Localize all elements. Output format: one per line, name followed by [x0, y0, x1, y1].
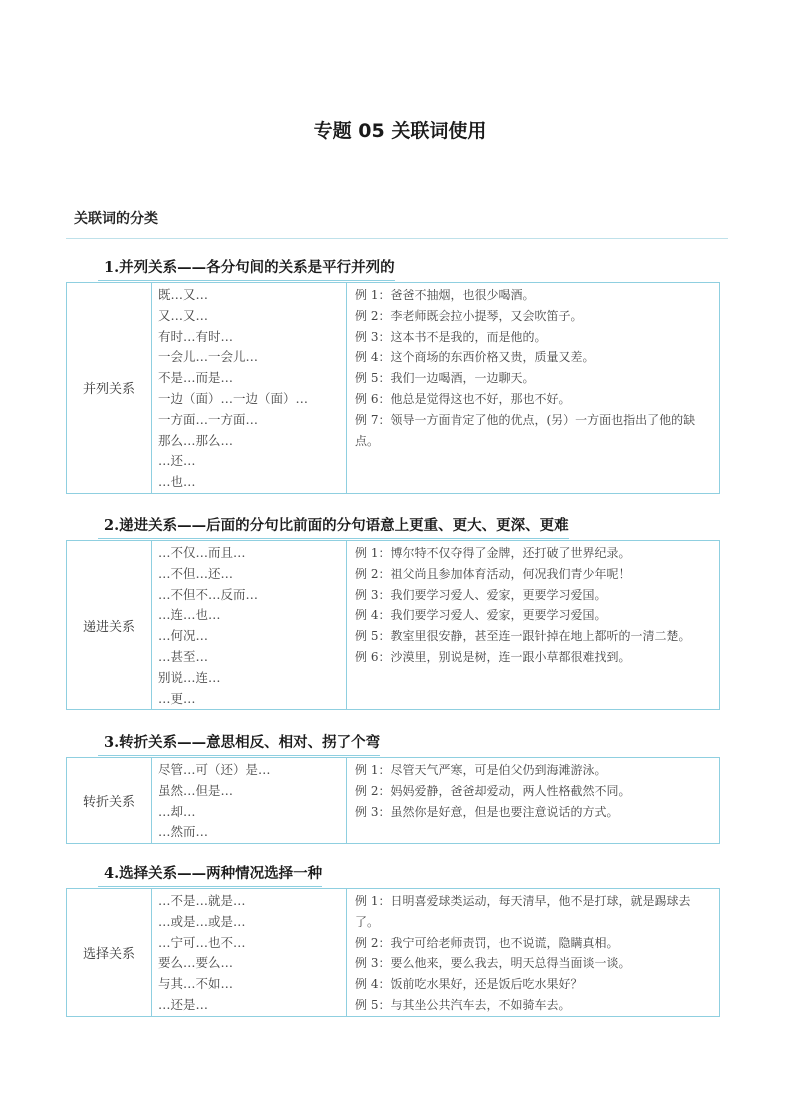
conjunction-item: 那么…那么… [158, 432, 234, 448]
example-sentence: 例 1：爸爸不抽烟，也很少喝酒。 [355, 288, 535, 302]
relation-category: 并列关系 [67, 283, 152, 494]
conjunction-list [152, 541, 347, 710]
group-heading-text: 3.转折关系——意思相反、相对、拐了个弯 [104, 734, 381, 751]
conjunction-item: …不仅…而且… [158, 545, 246, 560]
conjunction-item: …连…也… [158, 607, 221, 623]
example-sentence: 例 2：祖父尚且参加体育活动，何况我们青少年呢！ [355, 566, 631, 581]
relation-table [66, 540, 720, 710]
conjunction-item: 有时…有时… [158, 328, 234, 344]
example-list [347, 758, 720, 844]
example-sentence: 例 1：尽管天气严寒，可是伯父仍到海滩游泳。 [355, 763, 607, 777]
heading-underline [98, 280, 395, 281]
table-row [67, 758, 720, 844]
conjunction-item: …不是…就是… [158, 893, 246, 908]
example-sentence: 例 6：他总是觉得这也不好，那也不好。 [355, 391, 571, 406]
relation-category: 选择关系 [67, 889, 152, 1017]
conjunction-item: …不但不…反而… [158, 586, 259, 602]
example-sentence: 例 1：博尔特不仅夺得了金牌，还打破了世界纪录。 [355, 546, 631, 560]
example-sentence: 例 5：我们一边喝酒，一边聊天。 [355, 371, 535, 386]
example-sentence: 例 3：这本书不是我的，而是他的。 [355, 329, 547, 344]
example-sentence: 例 2：妈妈爱静，爸爸却爱动，两人性格截然不同。 [355, 783, 631, 798]
example-sentence: 例 3：虽然你是好意，但是也要注意说话的方式。 [355, 804, 619, 819]
example-sentence: 例 2：李老师既会拉小提琴，又会吹笛子。 [355, 308, 583, 323]
conjunction-item: 一会儿…一会儿… [158, 349, 259, 365]
conjunction-item: …宁可…也不… [158, 934, 246, 950]
conjunction-item: …还是… [158, 996, 209, 1012]
example-sentence: 例 2：我宁可给老师责罚，也不说谎，隐瞒真相。 [355, 935, 619, 950]
group-heading [104, 514, 569, 535]
conjunction-item: 尽管…可（还）是… [158, 762, 271, 777]
conjunction-item: …却… [158, 803, 196, 819]
relation-table [66, 282, 720, 494]
conjunction-item: 既…又… [158, 287, 209, 302]
conjunction-item: …不但…还… [158, 565, 234, 581]
example-list [347, 889, 720, 1017]
example-sentence: 例 7：领导一方面肯定了他的优点，(另）一方面也指出了他的缺点。 [355, 412, 696, 448]
conjunction-item: 别说…连… [158, 669, 221, 685]
group-heading [104, 256, 395, 277]
section-heading: 关联词的分类 [74, 211, 158, 227]
heading-underline [98, 538, 569, 539]
example-list [347, 541, 720, 710]
example-sentence: 例 4：这个商场的东西价格又贵，质量又差。 [355, 350, 595, 365]
conjunction-item: …还… [158, 453, 196, 469]
example-sentence: 例 4：饭前吃水果好，还是饭后吃水果好？ [355, 977, 583, 992]
relation-category: 转折关系 [67, 758, 152, 844]
conjunction-item: 不是…而是… [158, 370, 234, 386]
example-sentence: 例 3：我们要学习爱人、爱家，更要学习爱国。 [355, 587, 607, 602]
heading-underline [98, 755, 380, 756]
conjunction-list [152, 889, 347, 1017]
table-row [67, 541, 720, 710]
heading-underline [98, 886, 322, 887]
conjunction-item: 一边（面）…一边（面）… [158, 390, 309, 406]
group-heading-text: 1.并列关系——各分句间的关系是平行并列的 [104, 259, 395, 276]
table-row [67, 283, 720, 494]
conjunction-item: 虽然…但是… [158, 782, 234, 798]
group-heading [104, 731, 380, 752]
group-heading-text: 2.递进关系——后面的分句比前面的分句语意上更重、更大、更深、更难 [104, 517, 569, 534]
example-sentence: 例 3：要么他来，要么我去，明天总得当面谈一谈。 [355, 956, 631, 971]
conjunction-item: …何况… [158, 628, 209, 644]
conjunction-item: 一方面…一方面… [158, 411, 259, 427]
example-sentence: 例 1：日明喜爱球类运动，每天清早，他不是打球，就是踢球去了。 [355, 894, 691, 929]
example-sentence: 例 5：教室里很安静，甚至连一跟针掉在地上都听的一清二楚。 [355, 629, 691, 644]
example-sentence: 例 6：沙漠里，别说是树，连一跟小草都很难找到。 [355, 649, 631, 664]
table-row [67, 889, 720, 1017]
example-sentence: 例 5：与其坐公共汽车去，不如骑车去。 [355, 997, 571, 1012]
conjunction-list [152, 283, 347, 494]
conjunction-item: …更… [158, 690, 196, 706]
relation-table [66, 888, 720, 1017]
conjunction-item: 又…又… [158, 307, 209, 323]
section-divider [66, 238, 728, 239]
conjunction-item: …甚至… [158, 648, 209, 664]
conjunction-item: 要么…要么… [158, 955, 234, 971]
conjunction-item: …然而… [158, 824, 209, 840]
example-list [347, 283, 720, 494]
group-heading [104, 862, 322, 883]
relation-table [66, 757, 720, 844]
conjunction-item: 与其…不如… [158, 976, 234, 992]
relation-category: 递进关系 [67, 541, 152, 710]
example-sentence: 例 4：我们要学习爱人、爱家，更要学习爱国。 [355, 608, 607, 623]
page-title: 专题 05 关联词使用 [313, 120, 487, 142]
conjunction-list [152, 758, 347, 844]
conjunction-item: …或是…或是… [158, 913, 246, 929]
conjunction-item: …也… [158, 474, 196, 490]
group-heading-text: 4.选择关系——两种情况选择一种 [104, 865, 323, 882]
